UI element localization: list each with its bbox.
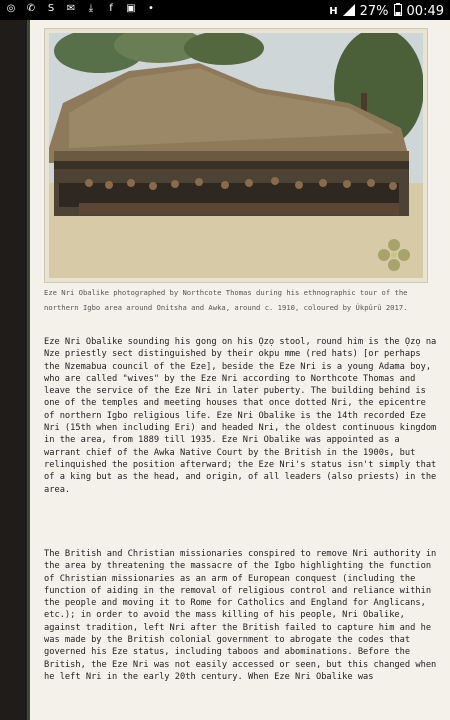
notification-icons bbox=[4, 2, 158, 16]
paragraph-1: Eze Nri Obalike sounding his gong on his Ọzọ stool, round him is the Ọzọ na Nze priestly sect distinguished by their okpu mme (red hats) [or perhaps the Nzemabua council of the Eze], beside the Eze Nri is a young Adama boy, who are called "wives" by the Eze Nri according to Northcote Thomas and leave the service of the Eze Nri in later puberty. The building behind is one of the temples and meeting houses that once dotted Nri, the epicentre of northern Igbo religious life. Eze Nri Obalike is the 14th recorded Eze Nri (15th when including Eri) and headed Nri, the oldest continuous kingdom in the area, from 1889 till 1935. Eze Nri Obalike was appointed as a warrant chief of the Awka Native Court by the British in the 1900s, but relinquished the position afterward; the Eze Nri's status isn't simply that of a king but as the head, and origin, of all leaders (also priests) in the area. bbox=[44, 337, 437, 495]
battery-icon bbox=[394, 3, 402, 20]
image-notification-icon: ▣ bbox=[126, 3, 136, 14]
download-notification-icon: ⤓ bbox=[88, 3, 94, 14]
mail-notification-icon: ✉ bbox=[66, 3, 76, 14]
article-content[interactable] bbox=[30, 20, 450, 720]
photo-frame bbox=[44, 28, 428, 283]
signal-icon bbox=[343, 4, 355, 20]
more-notifications-icon: • bbox=[148, 3, 154, 14]
status-bar bbox=[0, 0, 450, 20]
skype-notification-icon: S bbox=[47, 3, 55, 14]
photo-caption: Eze Nri Obalike photographed by Northcote Thomas during his ethnographic tour of the northern Igbo area around Onitsha and Awka, around c. 1910, coloured by Úkpȗrȗ 2017. bbox=[44, 288, 408, 312]
paragraph-2: The British and Christian missionaries conspired to remove Nri authority in the area by threatening the massacre of the Igbo highlighting the function of Christian missionaries as an arm of European conquest (including the function of aiding in the removal of religious control and reliance within the people and moving it to Rome for Catholics and England for Anglicans, etc.); in order to avoid the mass killing of his people, Nri Obalike, against tradition, left Nri after the British failed to capture him and he was made by the British colonial government to abrogate the codes that governed his Eze status, including taboos and abominations. Before the British, the Eze Nri was not easily accessed or seen, but this changed when he left Nri in the early 20th century. When Eze Nri Obalike was bbox=[44, 549, 437, 682]
network-type-label: H bbox=[329, 6, 338, 17]
whatsapp-notification-icon: ✆ bbox=[26, 3, 36, 14]
battery-percentage: 27% bbox=[359, 4, 389, 19]
dark-sidebar bbox=[0, 20, 30, 720]
camera-notification-icon: ◎ bbox=[6, 3, 16, 14]
clock: 00:49 bbox=[406, 4, 444, 19]
article-photo[interactable] bbox=[49, 33, 423, 278]
facebook-notification-icon: f bbox=[109, 3, 113, 14]
system-status bbox=[329, 3, 444, 20]
